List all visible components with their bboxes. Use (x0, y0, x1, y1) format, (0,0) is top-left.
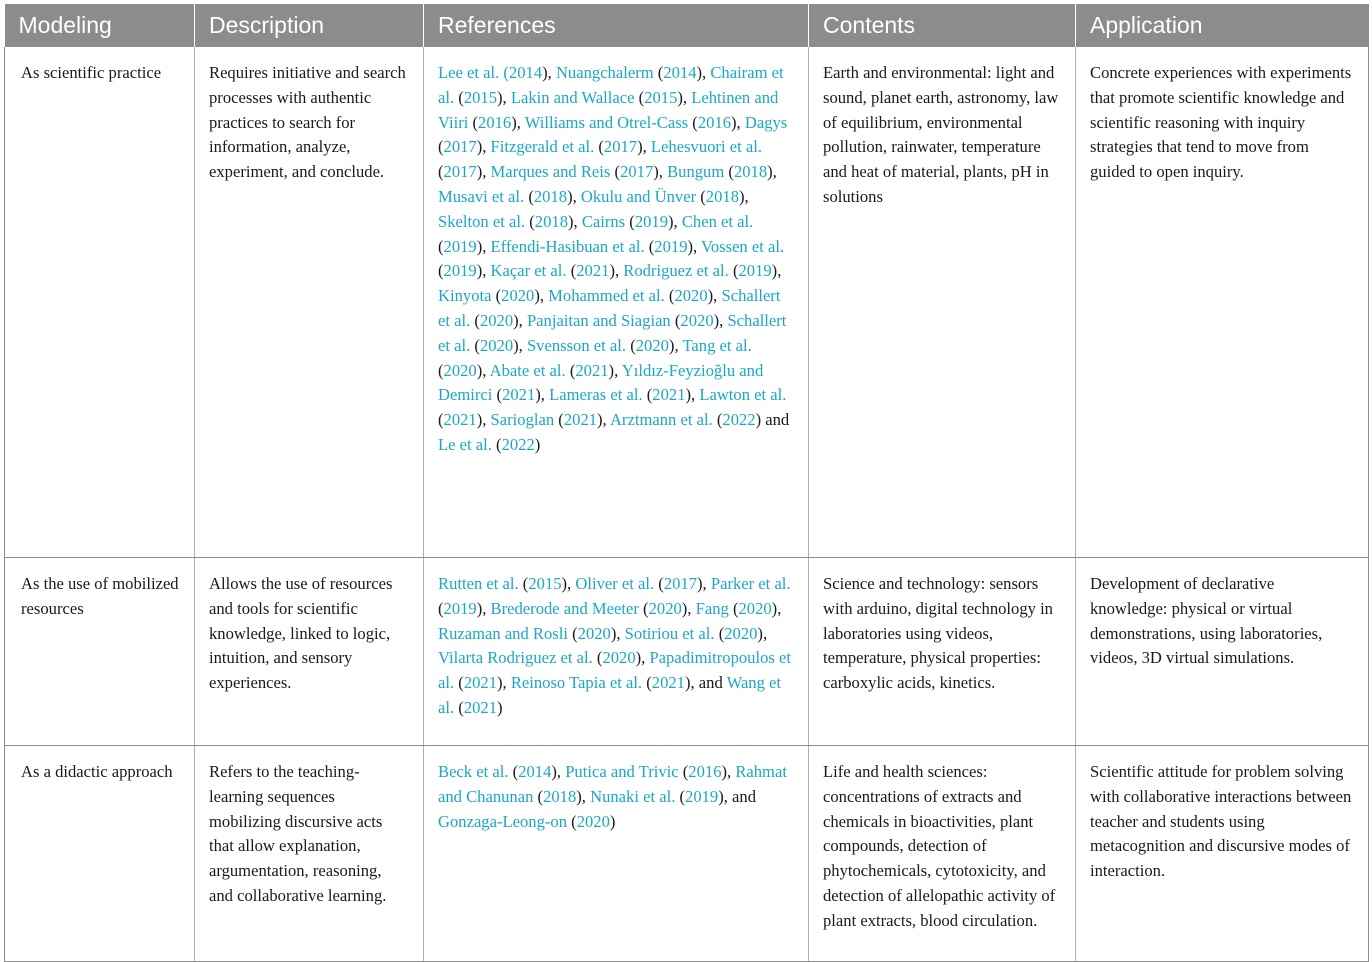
reference-text: ( (492, 385, 503, 405)
reference-text: ( (438, 236, 444, 256)
reference-link[interactable]: Vilarta Rodriguez et al. (438, 648, 593, 668)
reference-link[interactable]: Papadimitropoulos et al. (438, 648, 791, 693)
reference-text: ( (592, 648, 603, 668)
header-application: Application (1076, 4, 1369, 47)
reference-link[interactable]: 2020 (576, 811, 610, 831)
reference-text: ), (567, 186, 581, 206)
reference-link[interactable]: Ruzaman and Rosli (438, 623, 568, 643)
reference-text: ), (696, 63, 711, 82)
reference-text: ), (513, 335, 527, 355)
reference-text: ( (642, 385, 653, 405)
reference-text: ), (497, 87, 511, 107)
description-cell: Requires initiative and search processes with authentic practices to search for information, analyze, experiment, and conclude. (195, 47, 424, 558)
reference-link[interactable]: 2021 (652, 385, 686, 405)
reference-link[interactable]: Rutten et al. (438, 574, 519, 593)
reference-text: ), (597, 410, 610, 430)
reference-text: ), (551, 762, 566, 781)
references-cell (424, 558, 809, 746)
reference-link[interactable]: 2015 (463, 87, 497, 107)
reference-link[interactable]: 2020 (635, 335, 669, 355)
reference-text: ( (625, 211, 635, 231)
reference-link[interactable]: Okulu and Ünver (580, 186, 697, 206)
reference-link[interactable]: 2021 (651, 673, 685, 693)
reference-text: ( (491, 434, 502, 454)
reference-text: ( (438, 137, 444, 157)
reference-link[interactable]: 2021 (463, 697, 497, 717)
reference-text: ), (771, 598, 782, 618)
reference-link[interactable]: Wang et al. (438, 673, 782, 717)
reference-text: ( (454, 697, 464, 717)
reference-text: ) and (755, 410, 790, 430)
reference-link[interactable]: Lakin and Wallace (510, 87, 635, 107)
reference-link[interactable]: Schallert et al. (438, 286, 781, 330)
reference-link[interactable]: 2019 (443, 236, 477, 256)
contents-cell: Life and health sciences: concentrations of extracts and chemicals in bioactivities, plant compounds, detection of phytochemicals, cytotoxicity, and detection of allelopathic activity of plant extracts, blood circulation. (809, 746, 1076, 962)
reference-text: ), and (718, 786, 757, 806)
reference-text: ( (594, 137, 604, 157)
reference-text: ), (476, 236, 491, 256)
reference-link[interactable]: 2020 (479, 335, 514, 355)
reference-link[interactable]: 2018 (733, 162, 768, 182)
reference-link[interactable]: Rahmat and Chanunan (438, 762, 787, 806)
reference-link[interactable]: 2014 (508, 63, 543, 82)
reference-text: ( (664, 286, 675, 306)
reference-link[interactable]: Sarioglan (490, 410, 555, 430)
reference-link[interactable]: 2014 (518, 762, 552, 781)
reference-link[interactable]: Marques and Reis (490, 162, 611, 182)
reference-link[interactable]: 2022 (722, 410, 756, 430)
reference-link[interactable]: 2019 (738, 261, 772, 281)
reference-link[interactable]: 2021 (563, 410, 598, 430)
reference-text: ), (757, 623, 768, 643)
reference-text: ), (610, 623, 625, 643)
reference-link[interactable]: Effendi-Hasibuan et al. (490, 236, 645, 256)
reference-link[interactable]: 2020 (680, 310, 714, 330)
reference-text: ) (609, 811, 616, 831)
reference-link[interactable]: 2019 (654, 236, 688, 256)
header-row (5, 4, 1369, 47)
reference-text: ), (653, 162, 668, 182)
reference-link[interactable]: 2018 (534, 211, 568, 231)
table-row (5, 47, 1369, 558)
reference-link[interactable]: 2020 (648, 598, 682, 618)
reference-text: ), (697, 574, 711, 593)
contents-cell: Science and technology: sensors with arduino, digital technology in laboratories using videos, temperature, physical properties: carboxylic acids, kinetics. (809, 558, 1076, 746)
reference-text: ), (476, 137, 491, 157)
modeling-table (4, 4, 1369, 962)
header-description: Description (195, 4, 424, 47)
modeling-cell: As the use of mobilized resources (5, 558, 195, 746)
reference-text: ) (497, 697, 503, 717)
reference-text: ( (714, 623, 725, 643)
reference-text: ), (542, 63, 556, 82)
reference-link[interactable]: Abate et al. (489, 360, 566, 380)
reference-text: ), (738, 186, 749, 206)
reference-text: ( (566, 261, 577, 281)
reference-link[interactable]: Schallert et al. (438, 310, 787, 355)
reference-text: ( (524, 186, 534, 206)
reference-link[interactable]: Putica and Trivic (565, 762, 679, 781)
reference-text: ), (511, 112, 525, 132)
reference-text: ( (675, 786, 686, 806)
reference-text: ( (670, 310, 681, 330)
reference-link[interactable]: Skelton et al. (438, 211, 526, 231)
application-cell: Development of declarative knowledge: physical or virtual demonstrations, using laboratories, videos, 3D virtual simulations. (1076, 558, 1369, 746)
reference-link[interactable]: Panjaitan and Siagian (526, 310, 671, 330)
reference-link[interactable]: 2016 (697, 112, 732, 132)
reference-link[interactable]: Arztmann et al. (609, 410, 713, 430)
reference-link[interactable]: Gonzaga-Leong-on (438, 811, 568, 831)
reference-link[interactable]: 2017 (620, 162, 654, 182)
reference-link[interactable]: 2017 (443, 162, 477, 182)
reference-text: ), (707, 286, 722, 306)
reference-link[interactable]: 2021 (463, 673, 497, 693)
reference-text: ( (728, 261, 739, 281)
reference-link[interactable]: Sotiriou et al. (624, 623, 715, 643)
reference-text: ( (728, 598, 739, 618)
reference-text: ), (721, 762, 736, 781)
reference-link[interactable]: Le et al. (438, 434, 492, 454)
reference-text: ), (635, 648, 650, 668)
reference-text: ), (687, 236, 702, 256)
reference-text: ), (497, 673, 511, 693)
reference-text: ), (476, 410, 491, 430)
reference-text: ( (688, 112, 698, 132)
reference-text: ( (438, 360, 444, 380)
reference-link[interactable]: 2022 (501, 434, 535, 454)
reference-text: ( (468, 112, 479, 132)
reference-link[interactable]: 2020 (674, 286, 708, 306)
reference-text: ( (644, 236, 655, 256)
reference-link[interactable]: Dagys (744, 112, 788, 132)
reference-text: ( (438, 162, 444, 182)
reference-text: ( (470, 310, 480, 330)
contents-cell: Earth and environmental: light and sound, planet earth, astronomy, law of equilibrium, environmental pollution, rainwater, temperature and heat of material, plants, pH in solutions (809, 47, 1076, 558)
reference-link[interactable]: Fang (695, 598, 729, 618)
reference-text: ), (576, 786, 591, 806)
header-contents: Contents (809, 4, 1076, 47)
reference-link[interactable]: Chairam et al. (438, 63, 784, 107)
reference-text: ( (678, 762, 689, 781)
reference-text: ), (609, 261, 624, 281)
reference-link[interactable]: Lee et al. ( (438, 63, 509, 82)
reference-link[interactable]: 2017 (663, 574, 698, 593)
reference-link[interactable]: Reinoso Tapia et al. (510, 673, 643, 693)
reference-link[interactable]: 2017 (443, 137, 477, 157)
reference-text: ( (654, 574, 664, 593)
references-cell (424, 746, 809, 962)
table-row (5, 746, 1369, 962)
reference-text: ), (476, 261, 491, 281)
reference-link[interactable]: Bungum (667, 162, 725, 182)
reference-link[interactable]: 2020 (501, 286, 535, 306)
reference-text: ( (642, 673, 652, 693)
reference-link[interactable]: Lehtinen and Viiri (438, 87, 779, 132)
reference-link[interactable]: Williams and Otrel-Cass (524, 112, 689, 132)
reference-text: ( (565, 360, 576, 380)
reference-link[interactable]: 2019 (685, 786, 719, 806)
reference-text: ( (491, 286, 502, 306)
reference-text: ) (534, 434, 541, 454)
reference-link[interactable]: 2021 (502, 385, 536, 405)
reference-text: ( (610, 162, 621, 182)
reference-text: ), (567, 211, 582, 231)
reference-link[interactable]: 2020 (602, 648, 636, 668)
reference-link[interactable]: Rodriguez et al. (623, 261, 729, 281)
reference-text: ), (476, 162, 491, 182)
reference-text: ), (513, 310, 527, 330)
reference-text: ), (476, 360, 490, 380)
reference-text: ( (634, 87, 645, 107)
reference-text: ), (668, 335, 683, 355)
reference-link[interactable]: 2015 (528, 574, 562, 593)
reference-text: ), and (684, 673, 727, 693)
reference-link[interactable]: Yıldız-Feyzioğlu and Demirci (438, 360, 764, 405)
reference-text: ( (525, 211, 535, 231)
application-cell: Scientific attitude for problem solving with collaborative interactions between teacher and students using metacognition and discursive modes of interaction. (1076, 746, 1369, 962)
reference-link[interactable]: Brederode and Meeter (490, 598, 639, 618)
table-row (5, 558, 1369, 746)
reference-text: ), (476, 598, 491, 618)
modeling-cell: As a didactic approach (5, 746, 195, 962)
reference-link[interactable]: Lehesvuori et al. (650, 137, 762, 157)
reference-text: ( (626, 335, 636, 355)
reference-text: ( (653, 63, 664, 82)
reference-text: ( (724, 162, 734, 182)
reference-link[interactable]: 2020 (443, 360, 477, 380)
reference-text: ( (470, 335, 480, 355)
reference-link[interactable]: 2017 (603, 137, 638, 157)
reference-text: ), (685, 385, 700, 405)
reference-text: ( (508, 762, 519, 781)
reference-link[interactable]: Musavi et al. (438, 186, 525, 206)
reference-text: ( (533, 786, 544, 806)
reference-link[interactable]: Nunaki et al. (590, 786, 676, 806)
reference-link[interactable]: 2020 (577, 623, 611, 643)
reference-link[interactable]: 2016 (478, 112, 512, 132)
reference-text: ( (438, 261, 444, 281)
reference-link[interactable]: Cairns (581, 211, 626, 231)
reference-text: ), (561, 574, 576, 593)
reference-link[interactable]: 2018 (533, 186, 568, 206)
reference-link[interactable]: Tang et al. (682, 335, 752, 355)
reference-link[interactable]: Chen et al. (681, 211, 754, 231)
reference-link[interactable]: Mohammed et al. (548, 286, 665, 306)
reference-text: ( (696, 186, 706, 206)
description-cell: Allows the use of resources and tools for scientific knowledge, linked to logic, intuition, and sensory experiences. (195, 558, 424, 746)
reference-text: ( (438, 410, 444, 430)
reference-link[interactable]: Fitzgerald et al. (490, 137, 595, 157)
reference-link[interactable]: 2019 (443, 261, 477, 281)
reference-link[interactable]: 2016 (688, 762, 722, 781)
reference-text: ), (668, 211, 682, 231)
reference-text: ), (535, 385, 550, 405)
reference-link[interactable]: Vossen et al. (701, 236, 785, 256)
application-cell: Concrete experiences with experiments that promote scientific knowledge and scientific reasoning with inquiry strategies that tend to move from guided to open inquiry. (1076, 47, 1369, 558)
description-cell: Refers to the teaching-learning sequences mobilizing discursive acts that allow explanation, argumentation, reasoning, and collaborative learning. (195, 746, 424, 962)
reference-link[interactable]: Kaçar et al. (490, 261, 567, 281)
reference-text: ), (681, 598, 696, 618)
reference-link[interactable]: 2014 (663, 63, 697, 82)
modeling-cell: As scientific practice (5, 47, 195, 558)
reference-text: ), (771, 261, 782, 281)
reference-link[interactable]: Nuangchalerm (555, 63, 654, 82)
reference-text: ( (438, 598, 444, 618)
reference-text: ( (554, 410, 564, 430)
reference-text: ( (567, 623, 578, 643)
reference-link[interactable]: 2021 (575, 360, 609, 380)
reference-link[interactable]: 2018 (705, 186, 739, 206)
reference-text: ), (637, 137, 651, 157)
reference-text: ), (767, 162, 777, 182)
reference-link[interactable]: 2020 (724, 623, 758, 643)
reference-text: ( (518, 574, 529, 593)
reference-text: ( (567, 811, 577, 831)
reference-text: ), (731, 112, 745, 132)
reference-link[interactable]: 2018 (543, 786, 577, 806)
reference-text: ( (712, 410, 723, 430)
reference-text: ( (454, 87, 464, 107)
reference-link[interactable]: 2019 (634, 211, 669, 231)
reference-text: ( (638, 598, 649, 618)
reference-link[interactable]: 2021 (576, 261, 610, 281)
reference-link[interactable]: 2019 (443, 598, 477, 618)
reference-link[interactable]: 2021 (443, 410, 477, 430)
reference-link[interactable]: Svensson et al. (526, 335, 627, 355)
reference-link[interactable]: 2020 (738, 598, 772, 618)
reference-text: ), (677, 87, 692, 107)
reference-text: ), (534, 286, 549, 306)
reference-link[interactable]: 2020 (479, 310, 514, 330)
reference-text: ), (608, 360, 622, 380)
reference-text: ( (454, 673, 464, 693)
reference-text: ), (713, 310, 728, 330)
references-cell (424, 47, 809, 558)
header-modeling: Modeling (5, 4, 195, 47)
reference-link[interactable]: Parker et al. (710, 574, 791, 593)
reference-link[interactable]: Oliver et al. (575, 574, 655, 593)
reference-link[interactable]: 2015 (644, 87, 678, 107)
header-references: References (424, 4, 809, 47)
reference-link[interactable]: Lawton et al. (699, 385, 787, 405)
reference-link[interactable]: Beck et al. (438, 762, 509, 781)
reference-link[interactable]: Lameras et al. (549, 385, 643, 405)
reference-link[interactable]: Kinyota (438, 286, 492, 306)
